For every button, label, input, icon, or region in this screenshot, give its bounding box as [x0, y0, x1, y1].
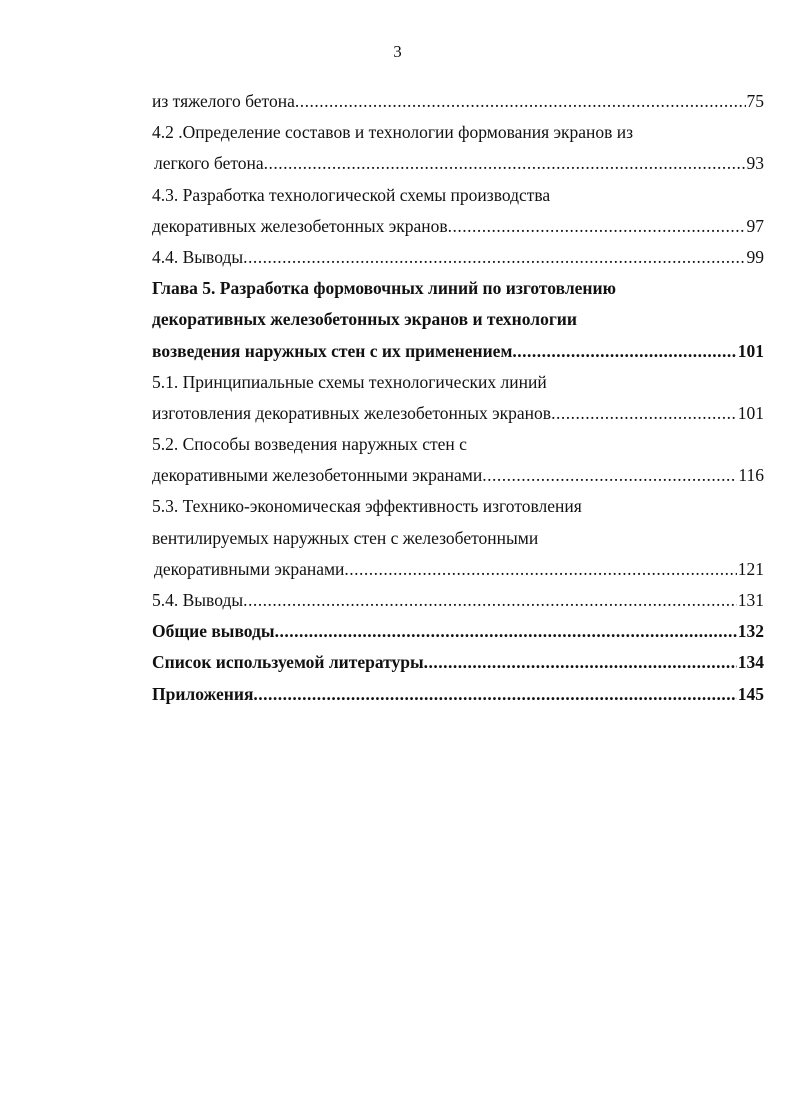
toc-line — [152, 679, 764, 710]
toc-line — [152, 523, 764, 554]
toc-page-number: 145 — [737, 683, 764, 704]
toc-line — [152, 647, 764, 678]
dot-leader — [448, 211, 746, 242]
dot-leader — [512, 336, 736, 367]
dot-leader — [551, 398, 737, 429]
toc-line — [152, 460, 764, 491]
toc-entry-text: 4.2 .Определение составов и технологии формования экранов из — [152, 122, 634, 143]
toc-entry-text: 5.2. Способы возведения наружных стен с — [152, 434, 467, 455]
toc-page-number: 75 — [746, 91, 764, 111]
toc-line — [152, 180, 764, 211]
toc-line — [152, 491, 764, 522]
table-of-contents — [152, 86, 764, 710]
toc-line — [152, 148, 764, 179]
toc-chapter-title: возведения наружных стен с их применением — [152, 340, 513, 361]
toc-entry-text: декоративными экранами — [154, 558, 345, 579]
toc-page-number: 134 — [737, 652, 764, 673]
toc-entry-text: изготовления декоративных железобетонных экранов — [152, 402, 552, 423]
toc-page-number: 121 — [737, 558, 764, 579]
toc-entry-text: декоративными железобетонными экранами — [152, 465, 483, 486]
toc-line — [152, 585, 764, 616]
toc-line — [152, 429, 764, 460]
toc-line — [152, 554, 764, 585]
toc-page-number: 116 — [738, 465, 764, 486]
toc-line — [152, 273, 764, 304]
toc-line — [152, 117, 764, 148]
toc-line — [152, 398, 764, 429]
dot-leader — [264, 148, 746, 179]
toc-entry-text: из тяжелого бетона — [152, 91, 295, 111]
toc-page-number: 101 — [737, 340, 764, 361]
dot-leader — [243, 242, 745, 273]
dot-leader — [253, 679, 736, 710]
toc-entry-text: легкого бетона — [154, 153, 264, 174]
toc-entry-text: декоративных железобетонных экранов — [152, 215, 448, 236]
toc-section-title: Приложения — [152, 683, 254, 704]
toc-line — [152, 367, 764, 398]
page-number: 3 — [393, 42, 402, 61]
toc-section-title: Общие выводы — [152, 621, 275, 642]
toc-page-number: 97 — [746, 215, 764, 236]
toc-line — [152, 336, 764, 367]
dot-leader — [482, 460, 737, 491]
dot-leader — [275, 616, 737, 647]
toc-entry-text: 5.3. Технико-экономическая эффективность изготовления — [152, 496, 582, 517]
toc-line — [152, 616, 764, 647]
dot-leader — [424, 647, 737, 678]
toc-chapter-title: декоративных железобетонных экранов и технологии — [152, 309, 577, 330]
toc-entry-text: 4.4. Выводы — [152, 246, 244, 267]
toc-line — [152, 86, 764, 117]
dot-leader — [243, 585, 737, 616]
toc-page-number: 131 — [737, 590, 764, 610]
toc-entry-text: 5.4. Выводы — [152, 590, 244, 610]
toc-page-number: 93 — [746, 153, 764, 174]
toc-page-number: 132 — [737, 621, 764, 642]
toc-chapter-title: Глава 5. Разработка формовочных линий по изготовлению — [152, 278, 616, 299]
toc-page-number: 99 — [746, 246, 764, 267]
toc-page-number: 101 — [737, 402, 764, 423]
toc-line — [152, 242, 764, 273]
toc-line — [152, 304, 764, 335]
toc-entry-text: 4.3. Разработка технологической схемы производства — [152, 184, 551, 205]
toc-entry-text: вентилируемых наружных стен с железобетонными — [152, 527, 539, 548]
dot-leader — [344, 554, 736, 585]
toc-entry-text: 5.1. Принципиальные схемы технологических линий — [152, 371, 547, 392]
toc-line — [152, 211, 764, 242]
dot-leader — [295, 86, 746, 117]
toc-section-title: Список используемой литературы — [152, 652, 424, 673]
